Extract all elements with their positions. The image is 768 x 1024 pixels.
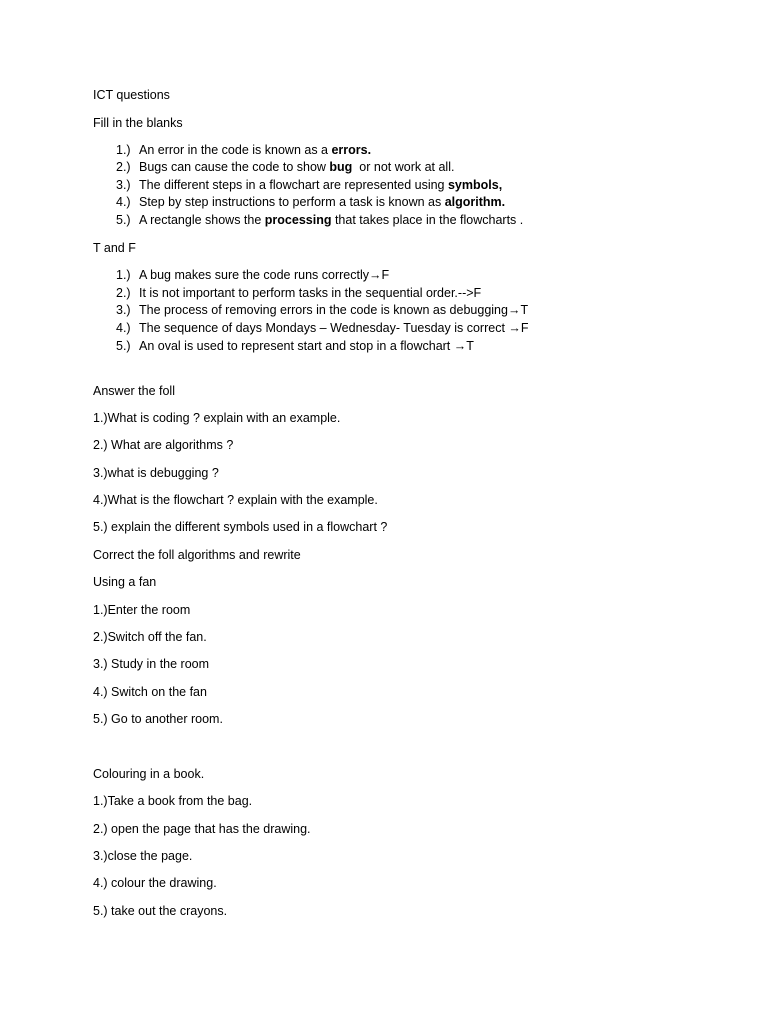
book-step: 2.) open the page that has the drawing. (93, 822, 311, 836)
item-text: The sequence of days Mondays – Wednesday- Tuesday is correct →F (139, 321, 529, 335)
item-text: Bugs can cause the code to show bug or not work at all. (139, 160, 455, 174)
item-text: The process of removing errors in the code is known as debugging→T (139, 303, 529, 317)
item-number: 2.) (116, 286, 131, 300)
fan-title: Using a fan (93, 575, 157, 589)
item-number: 5.) (116, 339, 131, 353)
correct-heading: Correct the foll algorithms and rewrite (93, 548, 301, 562)
item-number: 5.) (116, 213, 131, 227)
item-number: 1.) (116, 268, 131, 282)
fan-step: 4.) Switch on the fan (93, 685, 207, 699)
fill-blanks-heading: Fill in the blanks (93, 116, 183, 130)
item-number: 1.) (116, 143, 131, 157)
document-title: ICT questions (93, 88, 170, 102)
item-text: Step by step instructions to perform a task is known as algorithm. (139, 195, 506, 209)
book-step: 3.)close the page. (93, 849, 193, 863)
book-step: 1.)Take a book from the bag. (93, 794, 253, 808)
item-text: A bug makes sure the code runs correctly→F (139, 268, 390, 282)
answer-text: bug (329, 160, 353, 174)
item-number: 3.) (116, 178, 131, 192)
item-text: It is not important to perform tasks in the sequential order.-->F (139, 286, 482, 300)
book-step: 5.) take out the crayons. (93, 904, 228, 918)
question-item: 2.) What are algorithms ? (93, 438, 234, 452)
question-item: 3.)what is debugging ? (93, 466, 219, 480)
question-item: 5.) explain the different symbols used in a flowchart ? (93, 520, 388, 534)
item-number: 4.) (116, 195, 131, 209)
answer-text: symbols, (447, 178, 503, 192)
fan-step: 5.) Go to another room. (93, 712, 223, 726)
answer-text: errors. (331, 143, 372, 157)
answer-heading: Answer the foll (93, 384, 175, 398)
answer-text: algorithm. (444, 195, 506, 209)
fan-step: 2.)Switch off the fan. (93, 630, 207, 644)
book-title: Colouring in a book. (93, 767, 205, 781)
item-number: 2.) (116, 160, 131, 174)
item-text: An error in the code is known as a errors. (139, 143, 372, 157)
fan-step: 3.) Study in the room (93, 657, 210, 671)
item-number: 3.) (116, 303, 131, 317)
book-step: 4.) colour the drawing. (93, 876, 217, 890)
true-false-heading: T and F (93, 241, 136, 255)
question-item: 4.)What is the flowchart ? explain with the example. (93, 493, 378, 507)
item-text: An oval is used to represent start and stop in a flowchart →T (139, 339, 474, 353)
item-number: 4.) (116, 321, 131, 335)
fan-step: 1.)Enter the room (93, 603, 191, 617)
item-text: A rectangle shows the processing that takes place in the flowcharts . (139, 213, 524, 227)
item-text: The different steps in a flowchart are represented using symbols, (139, 178, 503, 192)
question-item: 1.)What is coding ? explain with an example. (93, 411, 341, 425)
answer-text: processing (264, 213, 332, 227)
